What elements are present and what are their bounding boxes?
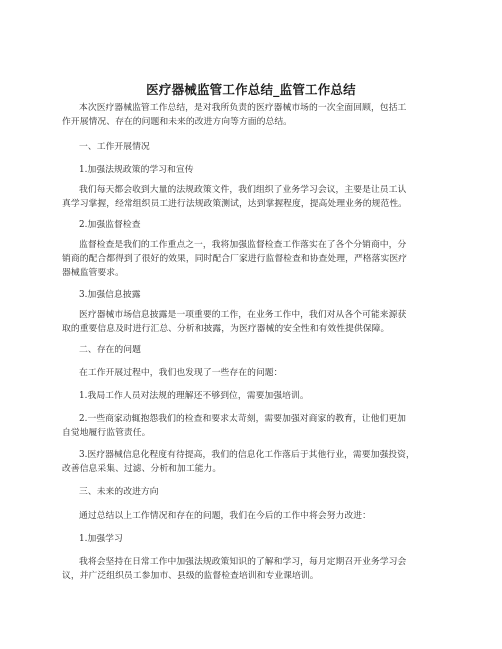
section-heading	[62, 140, 440, 154]
paragraph	[62, 509, 440, 523]
text-line: 2.一些商家动辄抱怨我们的检查和要求太苛刻，需要加强对商家的教育，让他们更加	[79, 414, 406, 424]
text-line: 本次医疗器械监管工作总结，是对我所负责的医疗器械市场的一次全面回顾，包括工	[79, 103, 407, 113]
subheading	[62, 163, 440, 177]
text-line: 真学习掌握，经常组织员工进行法规政策测试，达到掌握程度，提高处理业务的规范性。	[62, 199, 408, 209]
subheading	[62, 288, 440, 302]
s2-item1: 1.我局工作人员对法规的理解还不够到位，需要加强培训。	[79, 391, 309, 401]
text-line: 议，并广泛组织员工参加市、县级的监督检查培训和专业课培训。	[62, 571, 319, 581]
text-line: 3.医疗器械信息化程度有待提高，我们的信息化工作落后于其他行业，需要加强投资，	[79, 450, 415, 460]
paragraph	[62, 308, 440, 336]
document-title: 医疗器械监管工作总结_监管工作总结	[146, 82, 356, 97]
section-2-heading: 二、存在的问题	[79, 345, 141, 355]
section-1-heading: 一、工作开展情况	[79, 142, 150, 152]
section-heading	[62, 343, 440, 357]
s3-intro: 通过总结以上工作情况和存在的问题，我们在今后的工作中将会努力改进：	[79, 511, 371, 521]
text-line: 我们每天都会收到大量的法规政策文件，我们组织了业务学习会议，主要是让员工认	[79, 185, 407, 195]
s1-item1-heading: 1.加强法规政策的学习和宣传	[79, 165, 194, 175]
s1-item3-heading: 3.加强信息披露	[79, 290, 141, 300]
text-line: 销商的配合都得到了很好的效果，同时配合厂家进行监督检查和协查处理，严格落实医疗	[62, 254, 408, 264]
paragraph	[62, 366, 440, 380]
text-line: 改善信息采集、过滤、分析和加工能力。	[62, 464, 222, 474]
text-line: 我将会坚持在日常工作中加强法规政策知识的了解和学习，每月定期召开业务学习会	[79, 557, 407, 567]
paragraph	[62, 555, 440, 583]
list-item	[62, 389, 440, 403]
list-item	[62, 448, 440, 476]
list-item	[62, 412, 440, 440]
text-line: 监督检查是我们的工作重点之一，我将加强监督检查工作落实在了各个分销商中，分	[79, 240, 407, 250]
intro-paragraph	[62, 101, 440, 129]
s3-item1-heading: 1.加强学习	[79, 534, 123, 544]
paragraph	[62, 238, 440, 280]
text-line: 自觉地履行监管责任。	[62, 428, 151, 438]
section-heading	[62, 485, 440, 499]
paragraph	[62, 183, 440, 211]
text-line: 器械监管要求。	[62, 268, 124, 278]
text-line: 作开展情况、存在的问题和未来的改进方向等方面的总结。	[62, 117, 293, 127]
s2-intro: 在工作开展过程中，我们也发现了一些存在的问题：	[79, 368, 283, 378]
s1-item2-heading: 2.加强监督检查	[79, 220, 141, 230]
section-3-heading: 三、未来的改进方向	[79, 487, 159, 497]
text-line: 医疗器械市场信息披露是一项重要的工作，在业务工作中，我们对从各个可能来源获	[79, 310, 407, 320]
subheading	[62, 532, 440, 546]
subheading	[62, 218, 440, 232]
text-line: 取的重要信息及时进行汇总、分析和披露，为医疗器械的安全性和有效性提供保障。	[62, 324, 390, 334]
